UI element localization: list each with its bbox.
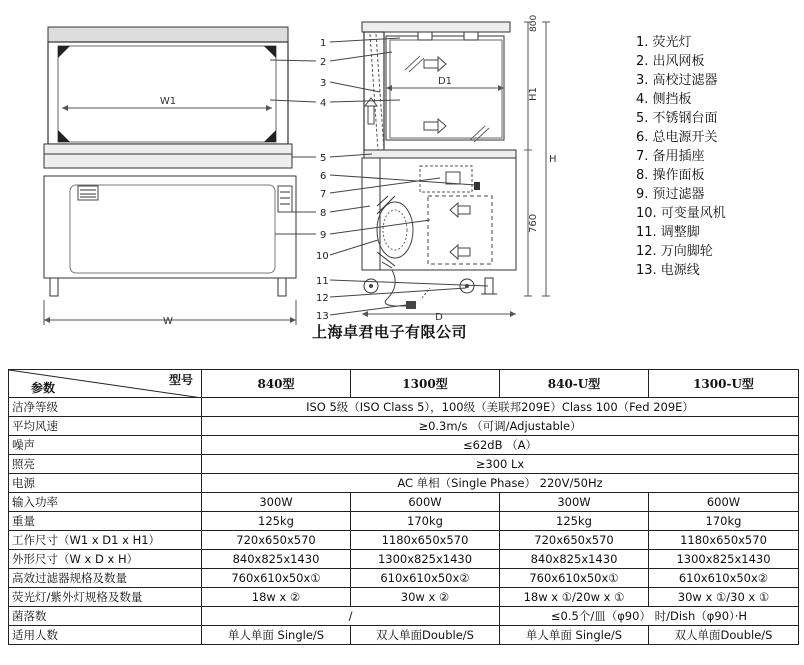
front-corner-marker (58, 130, 70, 142)
param-value: / (202, 607, 500, 626)
param-value: 1180x650x570 (649, 531, 799, 550)
table-row (9, 626, 799, 645)
company-name: 上海卓君电子有限公司 (312, 323, 468, 341)
param-value: 610x610x50x② (649, 569, 799, 588)
table-row (9, 531, 799, 550)
legend-item: 5. 不锈钢台面 (636, 111, 718, 126)
param-value: 720x650x570 (202, 531, 351, 550)
model-header: 1300-U型 (649, 370, 799, 398)
dim-w1-label: W1 (159, 96, 177, 107)
param-value: 125kg (202, 512, 351, 531)
param-value: 1180x650x570 (351, 531, 500, 550)
front-view (44, 27, 296, 327)
param-value: 双人单面Double/S (351, 626, 500, 645)
param-name: 适用人数 (9, 626, 202, 645)
param-value: AC 单相（Single Phase） 220V/50Hz (202, 474, 799, 493)
legend-item: 4. 侧挡板 (636, 92, 692, 107)
callout-number: 4 (320, 98, 327, 109)
side-lamp-fixture (464, 32, 478, 40)
callout-number: 8 (320, 208, 327, 219)
param-value: 600W (351, 493, 500, 512)
param-value: ≥0.3m/s （可调/Adjustable） (202, 417, 799, 436)
side-lamp-fixture (418, 32, 432, 40)
table-row (9, 417, 799, 436)
param-value: 1300x825x1430 (649, 550, 799, 569)
param-value: ISO 5级（ISO Class 5），100级（美联邦209E）Class 100（Fed 209E） (202, 398, 799, 417)
dim-w-label: W (163, 316, 173, 327)
param-name: 噪声 (9, 436, 202, 455)
callout-number: 9 (320, 230, 327, 241)
param-name: 照亮 (9, 455, 202, 474)
table-row (9, 569, 799, 588)
model-header: 840-U型 (500, 370, 649, 398)
param-value: 18w x ①/20w x ① (500, 588, 649, 607)
side-view (362, 15, 557, 323)
param-value: 18w x ② (202, 588, 351, 607)
legend-item: 12. 万向脚轮 (636, 244, 713, 259)
param-name: 输入功率 (9, 493, 202, 512)
table-header-row (9, 370, 799, 398)
param-value: ≤0.5个/皿（φ90） 时/Dish（φ90）·H (500, 607, 799, 626)
param-value: ≤62dB （A） (202, 436, 799, 455)
param-value: 840x825x1430 (500, 550, 649, 569)
callout-number: 6 (320, 171, 327, 182)
callout-number: 7 (320, 189, 327, 200)
param-name: 电源 (9, 474, 202, 493)
parts-legend (636, 33, 726, 280)
dim-h-top-label: 800 (529, 14, 539, 32)
table-row (9, 493, 799, 512)
param-value: 760x610x50x① (202, 569, 351, 588)
param-name: 平均风速 (9, 417, 202, 436)
callout-numbers (316, 38, 329, 322)
table-row (9, 474, 799, 493)
param-value: 单人单面 Single/S (500, 626, 649, 645)
spec-table (8, 369, 799, 645)
param-value: ≥300 Lx (202, 455, 799, 474)
dim-h-base-label: 760 (528, 213, 539, 233)
table-row (9, 550, 799, 569)
param-value: 1300x825x1430 (351, 550, 500, 569)
param-name: 荧光灯/紫外灯规格及数量 (9, 588, 202, 607)
param-value: 600W (649, 493, 799, 512)
front-corner-marker (58, 46, 70, 58)
param-value: 170kg (649, 512, 799, 531)
callout-number: 5 (320, 153, 327, 164)
dim-h-label: H (549, 154, 557, 165)
corner-cell (9, 370, 202, 398)
legend-item: 7. 备用插座 (636, 149, 705, 164)
table-row (9, 398, 799, 417)
table-row (9, 607, 799, 626)
power-cord (385, 270, 412, 306)
param-value: 300W (500, 493, 649, 512)
param-value: 610x610x50x② (351, 569, 500, 588)
legend-item: 3. 高校过滤器 (636, 73, 718, 88)
callout-number: 11 (316, 276, 329, 287)
callout-number: 3 (320, 78, 327, 89)
param-value: 125kg (500, 512, 649, 531)
model-header: 840型 (202, 370, 351, 398)
param-name: 高效过滤器规格及数量 (9, 569, 202, 588)
legend-item: 2. 出风网板 (636, 54, 705, 69)
param-value: 单人单面 Single/S (202, 626, 351, 645)
dim-d-label: D (435, 312, 443, 323)
airflow-arrow-icon (424, 122, 438, 130)
airflow-up-arrow-icon (368, 106, 374, 124)
front-corner-marker (264, 46, 276, 58)
legend-item: 6. 总电源开关 (636, 130, 718, 145)
param-value: 170kg (351, 512, 500, 531)
airflow-arrow-icon (424, 60, 438, 68)
model-header: 1300型 (351, 370, 500, 398)
legend-item: 8. 操作面板 (636, 168, 705, 183)
param-value: 720x650x570 (500, 531, 649, 550)
corner-label-model: 型号 (168, 373, 193, 387)
param-value: 760x610x50x① (500, 569, 649, 588)
table-row (9, 436, 799, 455)
callout-number: 1 (320, 38, 327, 49)
param-value: 300W (202, 493, 351, 512)
table-row (9, 512, 799, 531)
callout-number: 13 (316, 311, 329, 322)
param-value: 双人单面Double/S (649, 626, 799, 645)
corner-label-param: 参数 (31, 381, 56, 395)
param-value: 840x825x1430 (202, 550, 351, 569)
front-corner-marker (264, 130, 276, 142)
legend-item: 13. 电源线 (636, 263, 700, 278)
dim-d1-label: D1 (437, 76, 453, 87)
callout-number: 2 (320, 57, 327, 68)
callout-number: 12 (316, 293, 329, 304)
param-value: 30w x ② (351, 588, 500, 607)
param-name: 工作尺寸（W1 x D1 x H1） (9, 531, 202, 550)
power-switch-icon (474, 182, 480, 190)
param-value: 30w x ①/30 x ① (649, 588, 799, 607)
legend-item: 11. 调整脚 (636, 225, 700, 240)
legend-item: 10. 可变量风机 (636, 206, 726, 221)
param-name: 洁净等级 (9, 398, 202, 417)
dim-h1-label: H1 (528, 87, 539, 101)
legend-item: 9. 预过滤器 (636, 187, 705, 202)
legend-item: 1. 荧光灯 (636, 35, 692, 50)
callout-number: 10 (316, 251, 329, 262)
table-row (9, 588, 799, 607)
param-name: 重量 (9, 512, 202, 531)
param-name: 外形尺寸（W x D x H） (9, 550, 202, 569)
param-name: 菌落数 (9, 607, 202, 626)
table-row (9, 455, 799, 474)
